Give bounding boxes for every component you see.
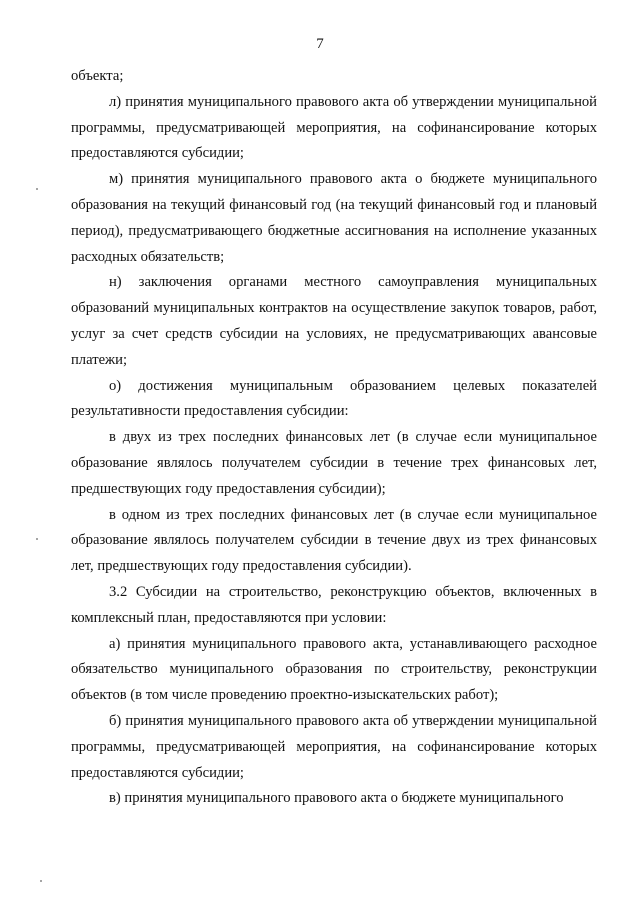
paragraph-item-o: о) достижения муниципальным образованием целевых показателей результативности предоставления субсидии:: [71, 377, 597, 420]
paragraph-item-n: н) заключения органами местного самоуправления муниципальных образований муниципальных контрактов на осуществление закупок товаров, работ, услуг за счет средств субсидии на условиях, не предусматривающих авансовые платежи;: [71, 274, 597, 368]
scan-artifact-dot: [36, 188, 38, 190]
paragraph-item-m: м) принятия муниципального правового акта о бюджете муниципального образования на текущий финансовый год (на текущий финансовый год и плановый период), предусматривающего бюджетные ассигнования на исполнение указанных расходных обязательств;: [71, 171, 597, 265]
scan-artifact-dot: [36, 538, 38, 540]
paragraph-item-l: л) принятия муниципального правового акта об утверждении муниципальной программы, предусматривающей мероприятия, на софинансирование которых предоставляются субсидии;: [71, 93, 597, 162]
paragraph-item-a: а) принятия муниципального правового акта, устанавливающего расходное обязательство муниципального образования по строительству, реконструкции объектов (в том числе проведению проектно-изыскательских работ);: [71, 635, 597, 704]
paragraph-condition-two-of-three: в двух из трех последних финансовых лет (в случае если муниципальное образование являлось получателем субсидии в течение трех финансовых лет, предшествующих году предоставления субсидии);: [71, 429, 597, 497]
paragraph-item-v: в) принятия муниципального правового акта о бюджете муниципального: [109, 790, 564, 807]
paragraph-item-b: б) принятия муниципального правового акта об утверждении муниципальной программы, предусматривающей мероприятия, на софинансирование которых предоставляются субсидии;: [71, 712, 597, 781]
scan-artifact-dot: [40, 880, 42, 882]
paragraph-condition-one-of-three: в одном из трех последних финансовых лет (в случае если муниципальное образование являлось получателем субсидии в течение двух из трех финансовых лет, предшествующих году предоставления субсидии).: [71, 506, 597, 575]
page-number: 7: [316, 36, 324, 52]
paragraph-continuation: объекта;: [71, 68, 124, 84]
paragraph-section-3-2: 3.2 Субсидии на строительство, реконструкцию объектов, включенных в комплексный план, предоставляются при условии:: [71, 583, 597, 626]
document-body: [71, 64, 597, 812]
